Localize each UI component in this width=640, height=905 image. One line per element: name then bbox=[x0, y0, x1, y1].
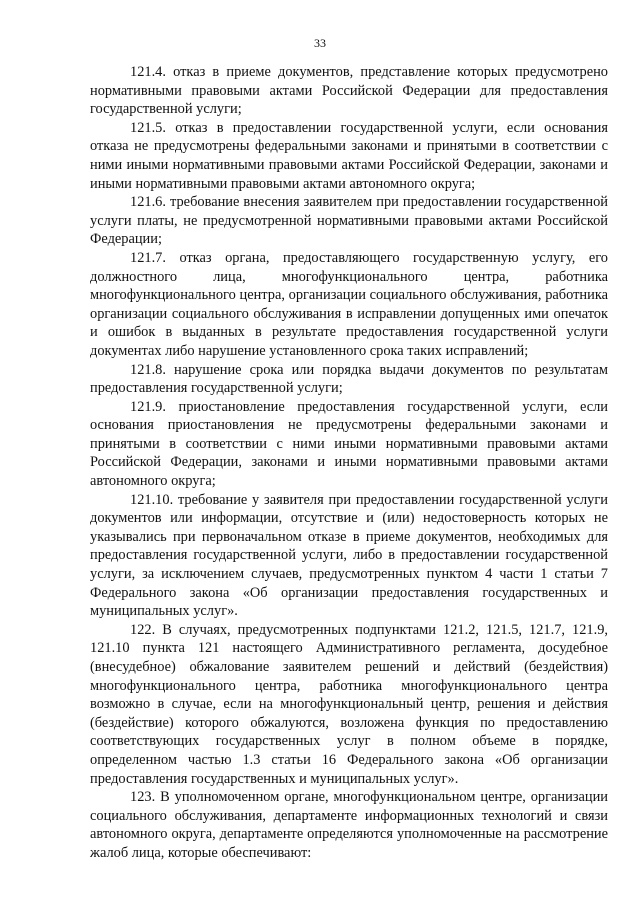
paragraph-121-8: 121.8. нарушение срока или порядка выдачи документов по результатам предоставления государственной услуги; bbox=[90, 361, 608, 397]
paragraph-121-5: 121.5. отказ в предоставлении государственной услуги, если основания отказа не предусмотрены федеральными законами и принятыми в соответствии с ними иными нормативными правовыми актами Российской Федерации, законами и иными нормативными правовыми актами автономного округа; bbox=[90, 119, 608, 192]
paragraph-121-4: 121.4. отказ в приеме документов, представление которых предусмотрено нормативными правовыми актами Российской Федерации для предоставления государственной услуги; bbox=[90, 64, 608, 118]
paragraph-121-10: 121.10. требование у заявителя при предоставлении государственной услуги документов или информации, отсутствие и (или) недостоверность которых не указывались при первоначальном отказе в приеме документов, необходимых для предоставления государственной услуги, либо в предоставлении государственной услуги, за исключением случаев, предусмотренных пунктом 4 части 1 статьи 7 Федерального закона «Об организации предоставления государственных и муниципальных услуг». bbox=[90, 491, 608, 620]
page-number: 33 bbox=[314, 36, 326, 50]
paragraph-121-9: 121.9. приостановление предоставления государственной услуги, если основания приостановления не предусмотрены федеральными законами и принятыми в соответствии с ними иными нормативными правовыми актами Российской Федерации, законами и иными нормативными правовыми актами автономного округа; bbox=[90, 398, 608, 490]
paragraph-121-7: 121.7. отказ органа, предоставляющего государственную услугу, его должностного лица, многофункционального центра, работника многофункционального центра, организации социального обслуживания, работника организации социального обслуживания в исправлении допущенных ими опечаток и ошибок в выданных в результате предоставления государственной услуги документах либо нарушение установленного срока таких исправлений; bbox=[90, 249, 608, 359]
paragraph-123: 123. В уполномоченном органе, многофункциональном центре, организации социального обслуживания, департаменте информационных технологий и связи автономного округа, департаменте определяются уполномоченные на рассмотрение жалоб лица, которые обеспечивают: bbox=[90, 789, 608, 861]
paragraph-122: 122. В случаях, предусмотренных подпунктами 121.2, 121.5, 121.7, 121.9, 121.10 пункта 121 настоящего Административного регламента, досудебное (внесудебное) обжалование заявителем решений и действий (бездействия) многофункционального центра, работника многофункционального центра возможно в случае, если на многофункциональный центр, решения и действия (бездействие) которого обжалуются, возложена функция по предоставлению соответствующих государственных услуг в полном объеме в порядке, определенном частью 1.3 статьи 16 Федерального закона «Об организации предоставления государственных и муниципальных услуг». bbox=[90, 621, 608, 787]
document-body bbox=[90, 63, 608, 863]
paragraph-121-6: 121.6. требование внесения заявителем при предоставлении государственной услуги платы, не предусмотренной нормативными правовыми актами Российской Федерации; bbox=[90, 194, 608, 248]
